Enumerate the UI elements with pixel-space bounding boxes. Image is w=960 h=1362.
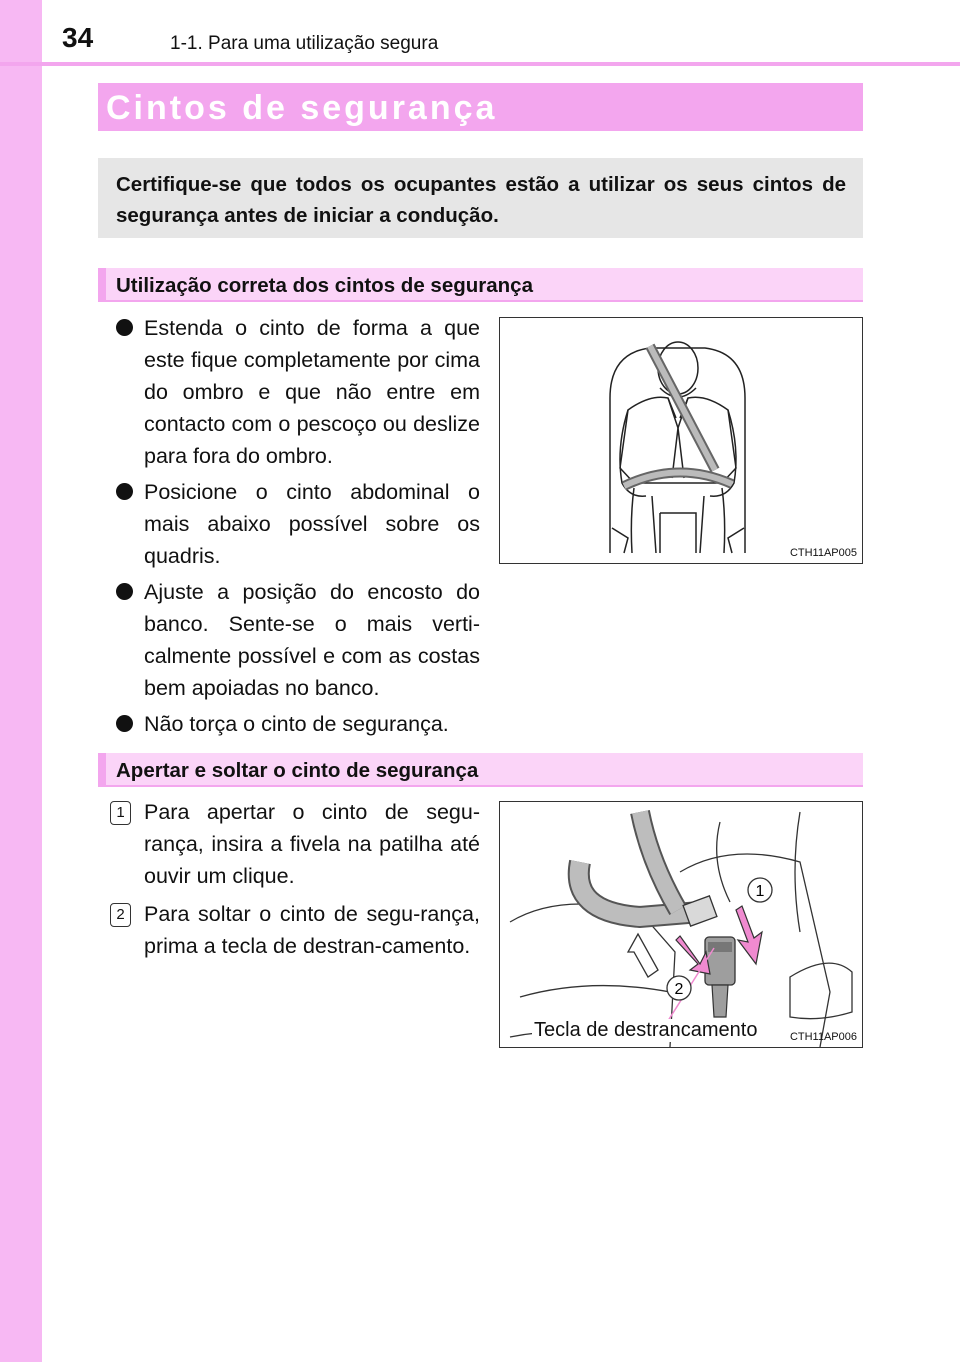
step-list xyxy=(110,796,480,968)
list-item: Estenda o cinto de forma a que este fique completamente por cima do ombro e que não entre em contacto com o pescoço ou deslize para fora do ombro. xyxy=(116,312,480,472)
intro-box xyxy=(98,158,863,238)
intro-text: Certifique-se que todos os ocupantes estão a utilizar os seus cintos de segurança antes de iniciar a condução. xyxy=(116,173,846,227)
bullet-icon xyxy=(116,715,133,732)
bullet-icon xyxy=(116,483,133,500)
running-head: 1-1. Para uma utilização segura xyxy=(170,33,439,54)
seated-occupant-illustration xyxy=(500,318,862,563)
step-release xyxy=(110,898,480,962)
header-rule xyxy=(0,62,960,66)
section-heading-fasten-release xyxy=(98,753,863,787)
step-fasten xyxy=(110,796,480,892)
section-heading-text: Apertar e soltar o cinto de segurança xyxy=(116,759,479,782)
list-item: Ajuste a posição do encosto do banco. Sente-se o mais verti-calmente possível e com as costas bem apoiadas no banco. xyxy=(116,576,480,704)
bullet-icon xyxy=(116,319,133,336)
step-number-badge: 2 xyxy=(110,903,131,927)
callout-1: 1 xyxy=(755,883,765,900)
figure-buckle xyxy=(499,801,863,1048)
usage-bullet-list xyxy=(116,312,480,744)
step-text: Para soltar o cinto de segu-rança, prima a tecla de destran-camento. xyxy=(144,902,480,958)
page-title: Cintos de segurança xyxy=(106,89,498,127)
page-number: 34 xyxy=(62,22,94,53)
list-item: Não torça o cinto de segurança. xyxy=(116,708,480,740)
list-item: Posicione o cinto abdominal o mais abaixo possível sobre os quadris. xyxy=(116,476,480,572)
section-heading-text: Utilização correta dos cintos de segurança xyxy=(116,274,533,297)
figure-seated-occupant xyxy=(499,317,863,564)
buckle-illustration xyxy=(500,802,862,1047)
figure-code: CTH11AP006 xyxy=(789,1031,857,1043)
side-tab-band xyxy=(0,0,42,1362)
step-text: Para apertar o cinto de segu-rança, insira a fivela na patilha até ouvir um clique. xyxy=(144,800,480,888)
bullet-icon xyxy=(116,583,133,600)
callout-2: 2 xyxy=(674,981,684,998)
title-bar xyxy=(98,83,863,131)
figure-code: CTH11AP005 xyxy=(789,547,857,559)
section-heading-correct-use xyxy=(98,268,863,302)
figure-caption: Tecla de destrancamento xyxy=(534,1019,758,1041)
step-number-badge: 1 xyxy=(110,801,131,825)
